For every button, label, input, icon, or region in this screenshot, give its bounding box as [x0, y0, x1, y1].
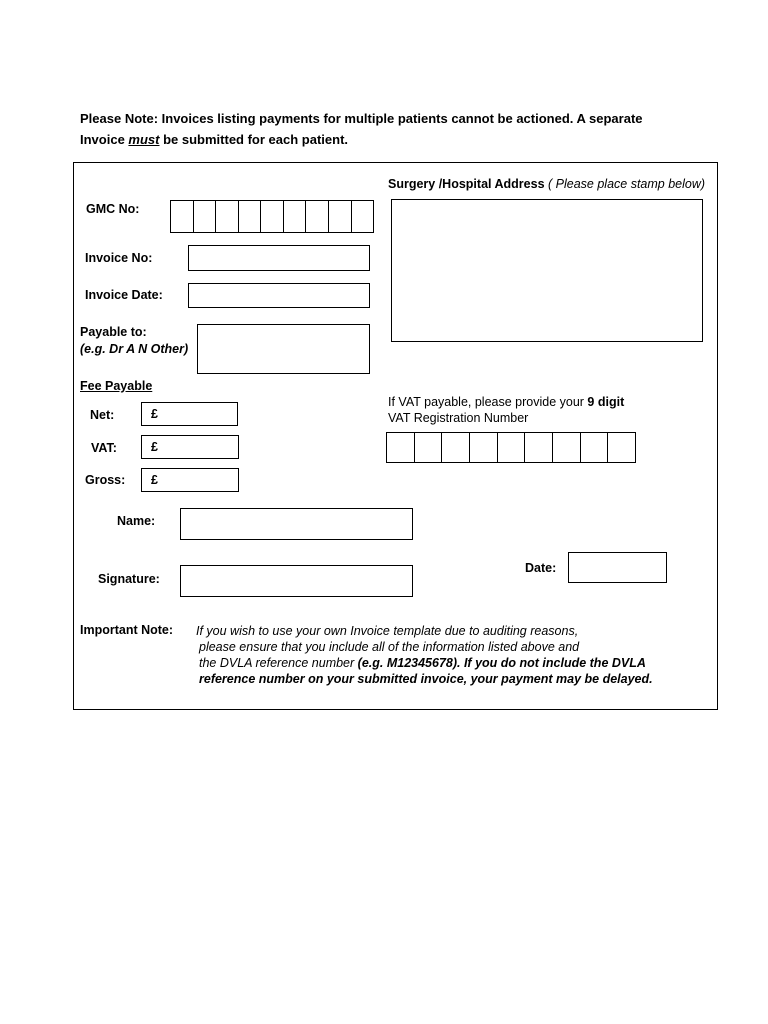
payable-to-field[interactable]	[197, 324, 370, 374]
vat-note-line2: VAT Registration Number	[388, 411, 529, 425]
vat-digit-cell[interactable]	[608, 433, 635, 462]
important-note-line3	[196, 655, 706, 671]
vat-digit-cell[interactable]	[387, 433, 415, 462]
date-field[interactable]	[568, 552, 667, 583]
header-note	[80, 108, 720, 150]
gross-label: Gross:	[85, 473, 126, 487]
important-note-line4: reference number on your submitted invoice, your payment may be delayed.	[199, 672, 653, 686]
important-note-line3-before: the DVLA reference number	[199, 656, 358, 670]
pound-symbol: £	[151, 440, 158, 454]
fee-payable-label: Fee Payable	[80, 379, 153, 393]
gmc-digit-cell[interactable]	[194, 201, 217, 232]
vat-digit-cell[interactable]	[525, 433, 553, 462]
vat-digit-cell[interactable]	[442, 433, 470, 462]
vat-note-before: If VAT payable, please provide your	[388, 395, 588, 409]
invoice-date-label: Invoice Date:	[85, 288, 163, 302]
gmc-label: GMC No:	[86, 202, 140, 216]
gross-field[interactable]	[141, 468, 239, 492]
gmc-digit-cell[interactable]	[352, 201, 374, 232]
gmc-digit-cell[interactable]	[216, 201, 239, 232]
vat-digit-cell[interactable]	[498, 433, 526, 462]
header-note-line2	[80, 129, 720, 150]
important-note-body	[196, 623, 706, 687]
invoice-no-field[interactable]	[188, 245, 370, 271]
pound-symbol: £	[151, 407, 158, 421]
invoice-date-field[interactable]	[188, 283, 370, 308]
gmc-digit-cell[interactable]	[261, 201, 284, 232]
header-note-line2-after: be submitted for each patient.	[159, 132, 349, 147]
vat-label: VAT:	[91, 441, 117, 455]
vat-digit-cell[interactable]	[553, 433, 581, 462]
signature-label: Signature:	[98, 572, 160, 586]
payable-to-label: Payable to:	[80, 325, 147, 339]
name-field[interactable]	[180, 508, 413, 540]
address-heading	[388, 177, 705, 191]
gmc-digit-cell[interactable]	[284, 201, 307, 232]
vat-digit-cell[interactable]	[581, 433, 609, 462]
important-note-line1: If you wish to use your own Invoice template due to auditing reasons,	[196, 624, 579, 638]
vat-field[interactable]	[141, 435, 239, 459]
vat-note-bold: 9 digit	[587, 395, 625, 409]
gmc-digit-cell[interactable]	[329, 201, 352, 232]
important-note-label: Important Note:	[80, 623, 174, 637]
address-hint: ( Please place stamp below)	[548, 177, 706, 191]
invoice-no-label: Invoice No:	[85, 251, 153, 265]
gmc-digit-cell[interactable]	[239, 201, 262, 232]
payable-to-example: (e.g. Dr A N Other)	[80, 342, 189, 356]
important-note-line2: please ensure that you include all of the information listed above and	[199, 640, 580, 654]
header-note-must: must	[128, 132, 160, 147]
gmc-digit-cell[interactable]	[171, 201, 194, 232]
name-label: Name:	[117, 514, 156, 528]
vat-registration-field[interactable]	[386, 432, 636, 463]
vat-digit-cell[interactable]	[415, 433, 443, 462]
vat-note-line1	[388, 395, 624, 409]
vat-digit-cell[interactable]	[470, 433, 498, 462]
gmc-number-field[interactable]	[170, 200, 374, 233]
address-label: Surgery /Hospital Address	[388, 177, 545, 191]
net-field[interactable]	[141, 402, 238, 426]
header-note-line1: Please Note: Invoices listing payments for multiple patients cannot be actioned. A separate	[80, 111, 643, 126]
net-label: Net:	[90, 408, 115, 422]
address-stamp-box[interactable]	[391, 199, 703, 342]
header-note-line2-before: Invoice	[80, 132, 129, 147]
important-note-line3-bold: (e.g. M12345678). If you do not include the DVLA	[357, 656, 646, 670]
signature-field[interactable]	[180, 565, 413, 597]
gmc-digit-cell[interactable]	[306, 201, 329, 232]
pound-symbol: £	[151, 473, 158, 487]
date-label: Date:	[525, 561, 557, 575]
